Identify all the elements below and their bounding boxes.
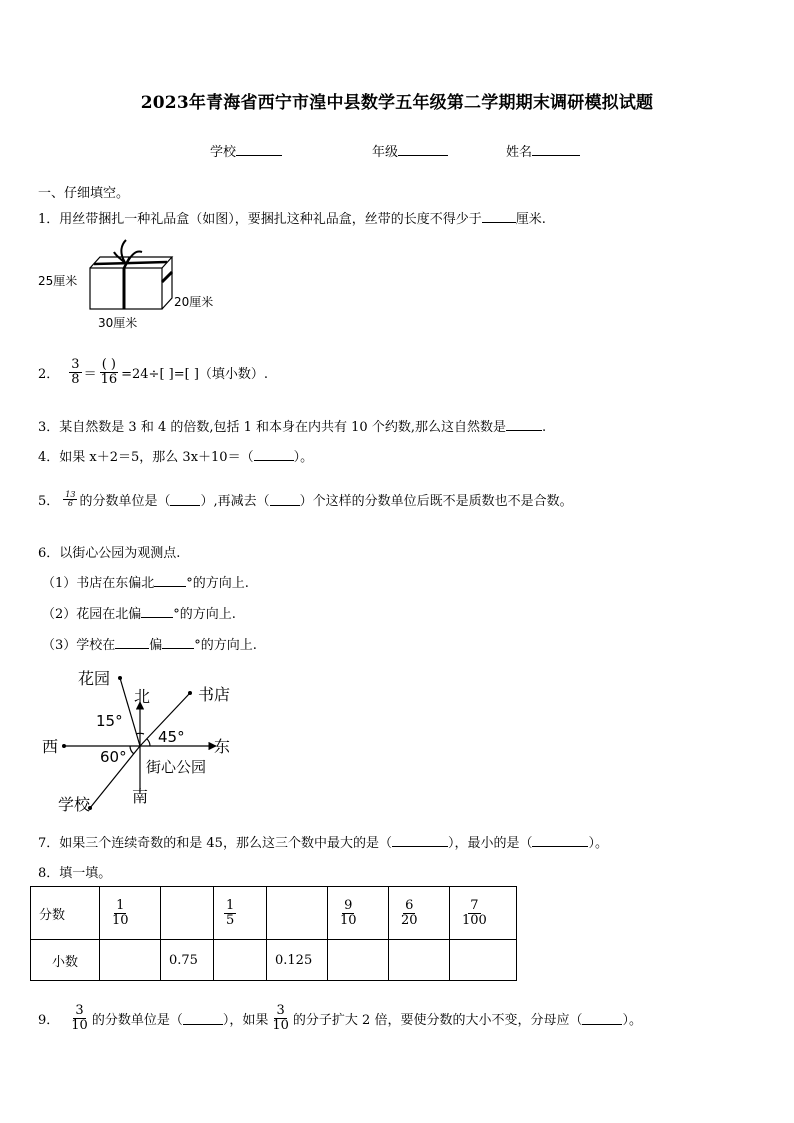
q9-frac1-num: 3 [75,1003,84,1018]
fraction-cell [328,887,389,940]
decimal-cell-empty[interactable] [100,940,161,981]
q2-fraction-2 [99,358,120,386]
q9-frac1-den: 10 [71,1017,88,1033]
q9-frac2-num: 3 [276,1003,285,1018]
frac-den: 10 [112,912,129,928]
height-label: 25厘米 [38,274,78,288]
angle-arc-45 [147,739,150,746]
q6-sub3-end: °的方向上. [194,638,257,653]
frac-num: 7 [470,897,479,913]
q9-text-b: ），如果 [222,1012,269,1028]
fraction-cell [100,887,161,940]
label-center: 街心公园 [146,758,207,776]
box-front [90,268,162,309]
q1-text-after: 厘米. [515,212,546,227]
q6-sub-1 [42,572,249,591]
q6-sub2-end: °的方向上. [173,607,236,622]
q7-text-b: ），最小的是（ [447,836,533,851]
q7-blank-2[interactable] [532,834,588,847]
q2-frac2-num[interactable]: ( ) [101,357,116,372]
q6-sub3-text: （3）学校在 [42,638,116,653]
q2-frac1-den: 8 [71,371,80,387]
label-north: 北 [134,687,151,706]
ribbon-side [162,272,172,282]
q4-text: 如果 x＋2＝5，那么 3x＋10＝（ [59,450,254,465]
q5-number: 5． [38,494,60,509]
q7-number: 7． [38,836,60,851]
q1-blank[interactable] [482,210,516,223]
q6-sub2-blank[interactable] [141,605,173,618]
q6-sub3-blank-1[interactable] [115,636,149,649]
frac-den: 20 [401,912,418,928]
page-title: 2023年青海省西宁市湟中县数学五年级第二学期期末调研模拟试题 [140,93,654,113]
label-east: 东 [214,737,231,756]
q1-number: 1． [38,212,60,227]
fraction-row [31,887,517,940]
q4-blank[interactable] [254,448,294,461]
q2-number: 2． [38,366,60,382]
q9-fraction-2 [270,1004,291,1032]
label-flower-garden: 花园 [78,669,111,688]
q7-blank-1[interactable] [392,834,448,847]
q3-text: 某自然数是 3 和 4 的倍数,包括 1 和本身在内共有 10 个约数,那么这自然数是 [59,420,506,435]
name-label: 姓名 [506,145,533,160]
q6-sub1-end: °的方向上. [186,576,249,591]
q6-sub1-blank[interactable] [154,574,186,587]
q9-text-a: 的分数单位是（ [91,1012,183,1028]
q5-text-b: ）,再减去（ [200,494,270,509]
q5-frac-num: 13 [65,489,76,499]
q1-text: 用丝带捆扎一种礼品盒（如图），要捆扎这种礼品盒，丝带的长度不得少于 [59,212,482,227]
q9-fraction-1 [69,1004,90,1032]
q6-text: 以街心公园为观测点. [59,546,181,561]
fraction [338,899,359,927]
decimal-row [31,940,517,981]
fraction [110,899,131,927]
q2-fraction-1 [69,358,81,386]
q2-eq: ＝ [83,366,97,382]
q9-text-c: 的分子扩大 2 倍，要使分数的大小不变，分母应（ [292,1012,583,1028]
grade-field [372,141,448,160]
q9-number: 9． [38,1012,60,1028]
question-7 [38,832,608,851]
q5-frac-den: 6 [67,499,73,508]
label-angle-60: 60° [100,748,127,766]
q9-blank-2[interactable] [582,1012,622,1025]
name-blank[interactable] [532,143,580,156]
label-angle-45: 45° [158,728,185,746]
width-label: 30厘米 [98,316,138,330]
fraction [224,899,236,927]
school-label: 学校 [210,145,237,160]
frac-den: 5 [226,912,235,928]
q2-frac2-den: 16 [100,371,118,387]
q5-blank-1[interactable] [170,493,200,506]
q5-fraction [63,491,77,509]
q8-number: 8． [38,866,60,881]
q2-text-after: =24÷[ ]=[ ]（填小数）. [121,366,269,382]
decimal-cell-empty[interactable] [214,940,267,981]
question-5 [38,490,573,509]
q4-number: 4． [38,450,60,465]
decimal-cell: 0.75 [161,940,214,981]
bookstore-point [188,691,192,695]
q6-sub2-text: （2）花园在北偏 [42,607,142,622]
question-2 [38,358,268,386]
fraction-cell [450,887,517,940]
question-6 [38,542,180,561]
label-west: 西 [42,737,59,756]
fraction-decimal-table [30,886,517,981]
grade-label: 年级 [372,145,399,160]
school-blank[interactable] [236,143,282,156]
fraction [460,899,489,927]
label-school: 学校 [58,795,91,814]
box-side [162,257,172,309]
grade-blank[interactable] [398,143,448,156]
q6-sub3-blank-2[interactable] [162,636,194,649]
fraction-cell [214,887,267,940]
question-9 [38,1004,642,1032]
q5-text-c: ）个这样的分数单位后既不是质数也不是合数。 [299,494,573,509]
q4-text-after: ）。 [293,450,314,465]
label-south: 南 [132,787,149,806]
q6-sub3-mid: 偏 [149,638,163,653]
q3-number: 3． [38,420,60,435]
q2-frac1-num: 3 [71,357,80,372]
frac-num: 9 [344,897,353,913]
garden-point [118,676,122,680]
section-heading: 一、仔细填空。 [38,186,130,201]
q5-text-a: 的分数单位是（ [79,494,171,509]
ribbon-top-h [94,262,167,264]
question-8 [38,862,111,881]
q9-text-d: ）。 [622,1012,642,1028]
fraction-cell-empty[interactable] [161,887,214,940]
direction-diagram [36,662,256,817]
row-label-fraction: 分数 [31,887,100,940]
q6-sub-2 [42,603,236,622]
fraction [399,899,420,927]
question-3 [38,416,546,435]
gift-box-figure [36,238,226,333]
q9-frac2-den: 10 [272,1017,289,1033]
frac-num: 1 [116,897,125,913]
school-field [210,141,282,160]
decimal-cell-empty[interactable] [389,940,450,981]
q5-blank-2[interactable] [270,493,300,506]
q7-text-c: ）。 [588,836,608,851]
decimal-cell-empty[interactable] [328,940,389,981]
q9-blank-1[interactable] [183,1012,223,1025]
frac-den: 10 [340,912,357,928]
q3-blank[interactable] [506,418,542,431]
label-angle-15: 15° [96,712,123,730]
label-bookstore: 书店 [198,685,231,704]
fraction-cell-empty[interactable] [267,887,328,940]
q8-text: 填一填。 [59,866,112,881]
q6-sub1-text: （1）书店在东偏北 [42,576,155,591]
question-1 [38,208,546,227]
frac-num: 6 [405,897,414,913]
q6-sub-3 [42,634,257,653]
fraction-cell [389,887,450,940]
frac-num: 1 [226,897,235,913]
row-label-decimal: 小数 [31,940,100,981]
bow-icon [114,240,142,264]
west-point [62,744,66,748]
question-4 [38,446,313,465]
depth-label: 20厘米 [174,295,214,309]
name-field [506,141,580,160]
q6-number: 6． [38,546,60,561]
decimal-cell-empty[interactable] [450,940,517,981]
q7-text-a: 如果三个连续奇数的和是 45，那么这三个数中最大的是（ [59,836,392,851]
angle-arc-60 [130,746,134,754]
q3-end: . [541,420,547,435]
decimal-cell: 0.125 [267,940,328,981]
frac-den: 100 [462,912,487,928]
